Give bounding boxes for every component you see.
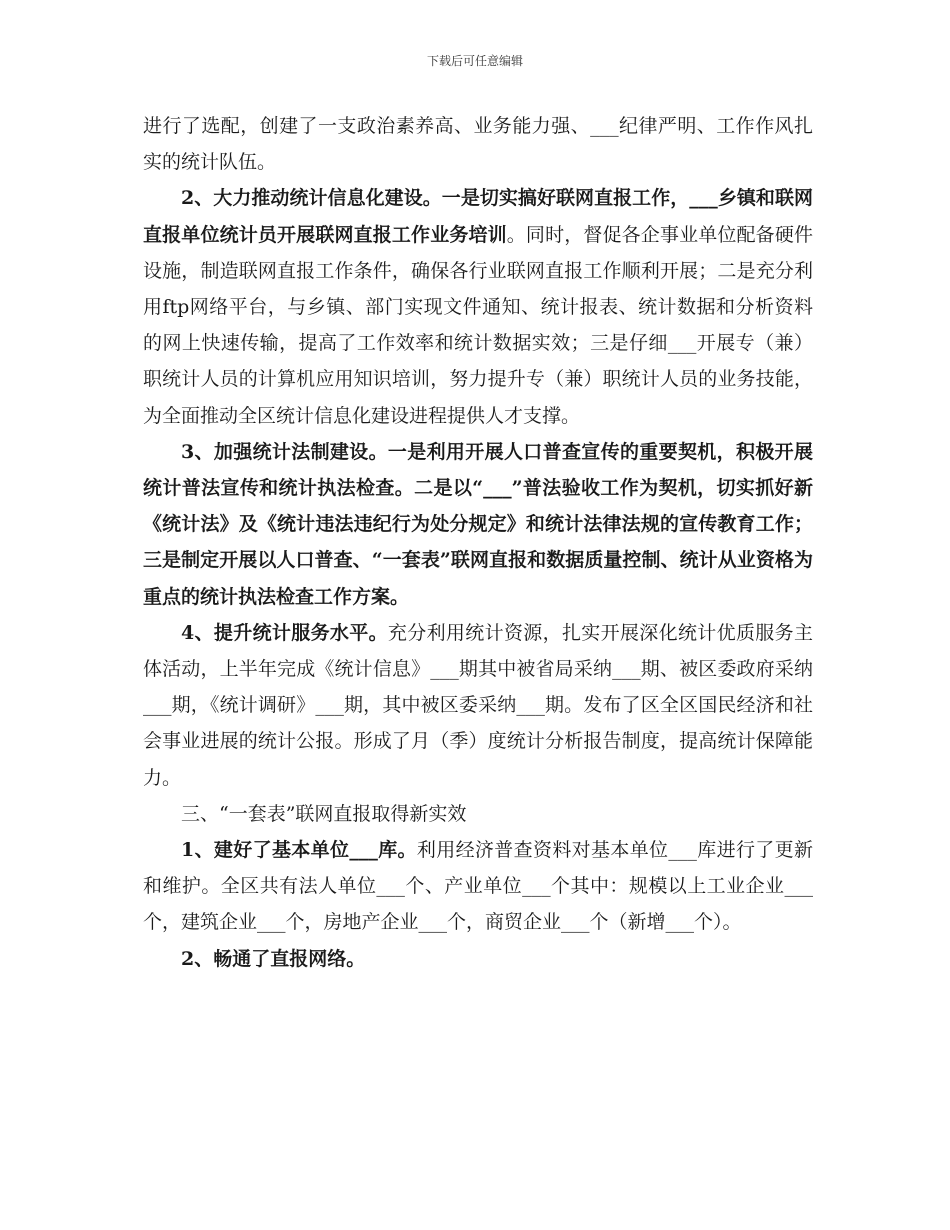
paragraph-lead: 4、提升统计服务水平。: [181, 621, 388, 644]
paragraph-lead: 2、大力推动统计信息化建设。一是切实搞好联网直报工作，___乡镇和联网直报单位统计员开展联网直报工作业务培训: [143, 187, 813, 246]
section-heading-3: [143, 796, 813, 832]
paragraph-item-2: [143, 180, 813, 433]
paragraph-lead: 2、畅通了直报网络。: [181, 947, 366, 970]
paragraph-lead: 1、建好了基本单位___库。: [181, 839, 417, 862]
paragraph-text: 利用经济普查资料对基本单位___库进行了更新和维护。全区共有法人单位___个、产业单位___个其中：规模以上工业企业___个，建筑企业___个，房地产企业___个，商贸企业___个（新增___个）。: [143, 839, 813, 934]
paragraph-lead: 3、加强统计法制建设。一是利用开展人口普查宣传的重要契机，积极开展统计普法宣传和统计执法检查。二是以“___”普法验收工作为契机，切实抓好新《统计法》及《统计违法违纪行为处分规定》和统计法律法规的宣传教育工作；三是制定开展以人口普查、“一套表”联网直报和数据质量控制、统计从业资格为重点的统计执法检查工作方案。: [143, 440, 813, 608]
document-body: [143, 108, 813, 977]
page-header: 下载后可任意编辑: [426, 54, 523, 68]
paragraph-item-2b: [143, 941, 813, 977]
paragraph-continuation: [143, 108, 813, 180]
paragraph-item-3: [143, 434, 813, 615]
paragraph-text: 。同时，督促各企事业单位配备硬件设施，制造联网直报工作条件，确保各行业联网直报工作顺利开展；二是充分利用ftp网络平台，与乡镇、部门实现文件通知、统计报表、统计数据和分析资料的网上快速传输，提高了工作效率和统计数据实效；三是仔细___开展专（兼）职统计人员的计算机应用知识培训，努力提升专（兼）职统计人员的业务技能，为全面推动全区统计信息化建设进程提供人才支撑。: [143, 223, 813, 427]
paragraph-item-4: [143, 615, 813, 796]
paragraph-text: 充分利用统计资源，扎实开展深化统计优质服务主体活动，上半年完成《统计信息》___期其中被省局采纳___期、被区委政府采纳___期，《统计调研》___期，其中被区委采纳___期。发布了区全区国民经济和社会事业进展的统计公报。形成了月（季）度统计分析报告制度，提高统计保障能力。: [143, 621, 813, 789]
section-heading-text: 三、“一套表”联网直报取得新实效: [181, 802, 467, 825]
paragraph-text: 进行了选配，创建了一支政治素养高、业务能力强、___纪律严明、工作作风扎实的统计队伍。: [143, 115, 813, 174]
paragraph-item-1: [143, 832, 813, 941]
